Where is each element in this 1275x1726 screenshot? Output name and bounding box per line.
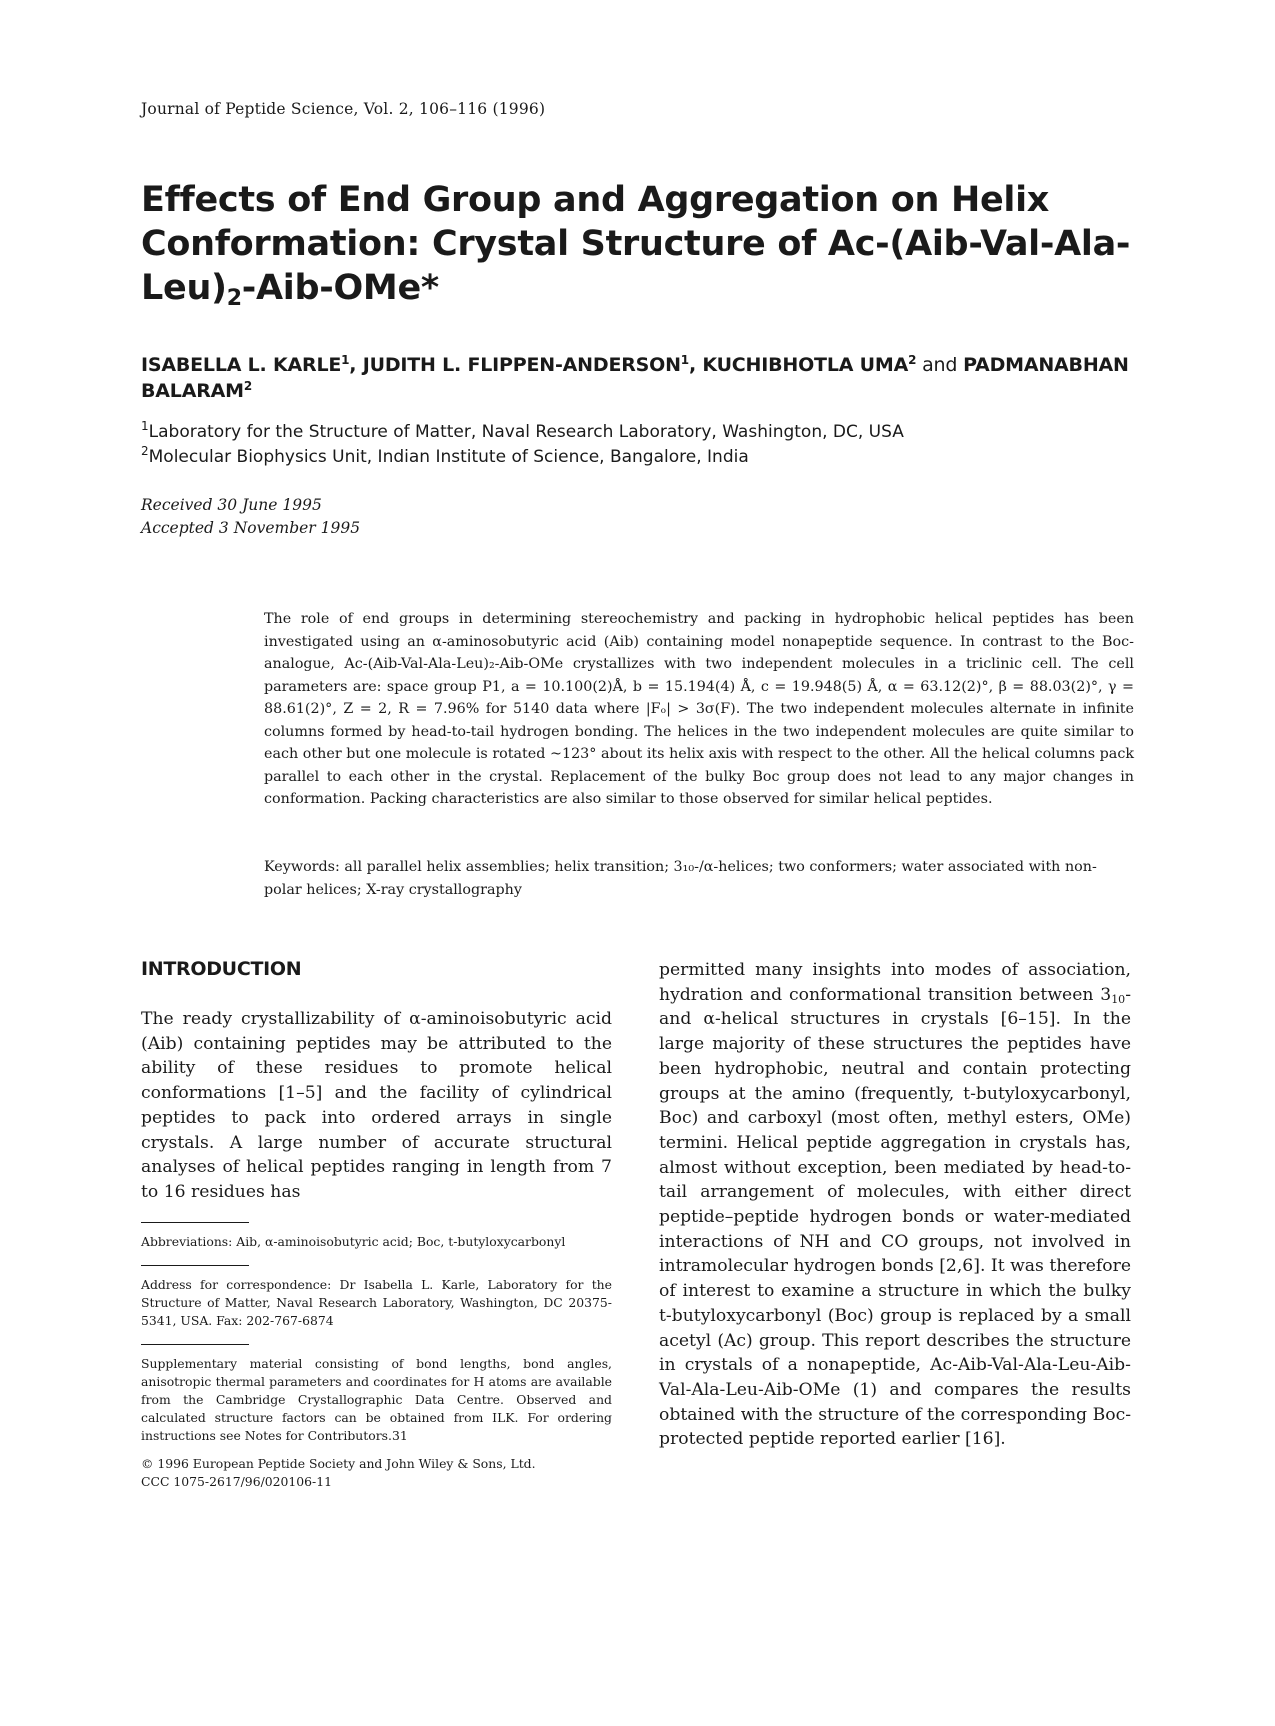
introduction-paragraph-left: The ready crystallizability of α-aminoisobutyric acid (Aib) containing peptides may be attributed to the ability of these residues to promote helical conformations [1–5] and the facility of cylindrical peptides to pack into ordered arrays in single crystals. A large number of accurate structural analyses of helical peptides ranging in length from 7 to 16 residues has (141, 1009, 612, 1202)
author: PADMANABHAN BALARAM (141, 354, 1129, 402)
footnote-abbreviations: Abbreviations: Aib, α-aminoisobutyric acid; Boc, t-butyloxycarbonyl (141, 1234, 566, 1249)
affiliation-mark: 2 (141, 444, 149, 458)
copyright-notice: © 1996 European Peptide Society and John Wiley & Sons, Ltd. (141, 1456, 536, 1471)
title-main: Effects of End Group and Aggregation on Helix Conformation: Crystal Structure of Ac-(Aib-Val-Ala-Leu) (141, 180, 1131, 308)
footnote-correspondence: Address for correspondence: Dr Isabella L. Karle, Laboratory for the Structure of Matter, Naval Research Laboratory, Washington, DC 20375-5341, USA. Fax: 202-767-6874 (141, 1277, 612, 1328)
author-affiliation-mark: 1 (680, 353, 689, 367)
received-date: Received 30 June 1995 (141, 496, 322, 514)
author-affiliation-mark: 1 (341, 353, 350, 367)
intro-right-text-rest: - and α-helical structures in crystals [6–15]. In the large majority of these structures the peptides have been hydrophobic, neutral and contain protecting groups at the amino (frequently, t-butyloxycarbonyl, Boc) and carboxyl (most often, methyl esters, OMe) termini. Helical peptide aggregation in crystals has, almost without exception, been mediated by head-to-tail arrangement of molecules, with either direct peptide–peptide hydrogen bonds or water-mediated interactions of NH and CO groups, not involved in intramolecular hydrogen bonds [2,6]. It was therefore of interest to examine a structure in which the bulky t-butyloxycarbonyl (Boc) group is replaced by a small acetyl (Ac) group. This report describes the structure in crystals of a nonapeptide, Ac-Aib-Val-Ala-Leu-Aib-Val-Ala-Leu-Aib-OMe (1) and compares the results obtained with the structure of the corresponding Boc-protected peptide reported earlier [16]. (659, 984, 1131, 1450)
author: ISABELLA L. KARLE (141, 354, 342, 376)
ccc-code: CCC 1075-2617/96/020106-11 (141, 1474, 333, 1489)
footnotes (141, 1222, 612, 1491)
affiliations (141, 420, 1141, 470)
affiliation (141, 420, 1141, 445)
author: JUDITH L. FLIPPEN-ANDERSON (362, 354, 681, 376)
right-column (659, 958, 1131, 1452)
section-heading-introduction: INTRODUCTION (141, 958, 302, 980)
accepted-date: Accepted 3 November 1995 (141, 519, 361, 537)
footnote-supplementary: Supplementary material consisting of bond lengths, bond angles, anisotropic thermal parameters and coordinates for H atoms are available from the Cambridge Crystallographic Data Centre. Observed and calculated structure factors can be obtained from ILK. For ordering instructions see Notes for Contributors.31 (141, 1356, 612, 1443)
intro-right-subscript: 10 (1111, 992, 1126, 1006)
keywords: Keywords: all parallel helix assemblies; helix transition; 3₁₀-/α-helices; two conformers; water associated with non-polar helices; X-ray crystallography (264, 859, 1097, 898)
title-subscript: 2 (226, 286, 242, 311)
introduction-paragraph-right (659, 958, 1131, 1452)
intro-right-text-start: permitted many insights into modes of association, hydration and conformational transition between 3 (659, 960, 1131, 1005)
affiliation-text: Molecular Biophysics Unit, Indian Institute of Science, Bangalore, India (148, 447, 749, 467)
affiliation-mark: 1 (141, 419, 149, 433)
author: KUCHIBHOTLA UMA (702, 354, 909, 376)
left-column (141, 958, 612, 1205)
article-title (141, 178, 1141, 310)
journal-reference: Journal of Peptide Science, Vol. 2, 106–116 (1996) (141, 100, 546, 118)
author-affiliation-mark: 2 (908, 353, 917, 367)
affiliation-text: Laboratory for the Structure of Matter, Naval Research Laboratory, Washington, DC, USA (148, 422, 904, 442)
author-separator: , (349, 354, 363, 376)
author-separator: and (916, 354, 964, 376)
author-list (141, 352, 1141, 404)
author-affiliation-mark: 2 (243, 379, 252, 393)
abstract: The role of end groups in determining stereochemistry and packing in hydrophobic helical peptides has been investigated using an α-aminosobutyric acid (Aib) containing model nonapeptide sequence. In contrast to the Boc-analogue, Ac-(Aib-Val-Ala-Leu)₂-Aib-OMe crystallizes with two independent molecules in a triclinic cell. The cell parameters are: space group P1, a = 10.100(2)Å, b = 15.194(4) Å, c = 19.948(5) Å, α = 63.12(2)°, β = 88.03(2)°, γ = 88.61(2)°, Z = 2, R = 7.96% for 5140 data where |Fₒ| > 3σ(F). The two independent molecules alternate in infinite columns formed by head-to-tail hydrogen bonding. The helices in the two independent molecules are quite similar to each other but one molecule is rotated ~123° about its helix axis with respect to the other. All the helical columns pack parallel to each other in the crystal. Replacement of the bulky Boc group does not lead to any major changes in conformation. Packing characteristics are also similar to those observed for similar helical peptides. (264, 611, 1134, 807)
affiliation (141, 445, 1141, 470)
article-dates (141, 494, 360, 540)
author-separator: , (688, 354, 703, 376)
title-tail: -Aib-OMe* (241, 268, 439, 308)
